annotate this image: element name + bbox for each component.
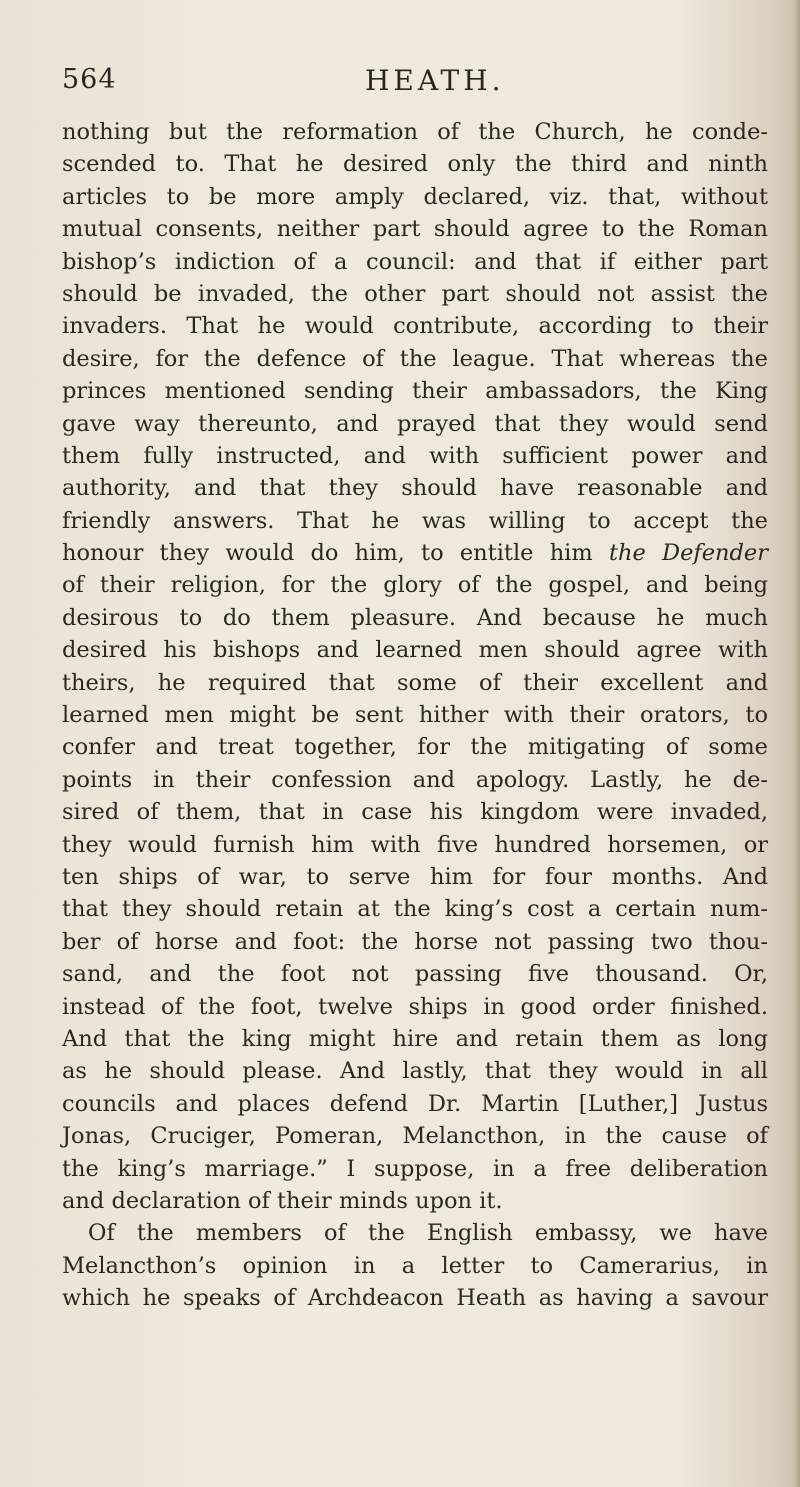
text-line: councils and places defend Dr. Martin [Luther,] Justus — [62, 1090, 768, 1117]
text-line: points in their confession and apology. Lastly, he de- — [62, 766, 768, 793]
text-line: that they should retain at the king’s cost a certain num- — [62, 896, 768, 923]
text-line: and declaration of their minds upon it. — [62, 1187, 503, 1214]
text-line: ber of horse and foot: the horse not passing two thou- — [62, 928, 768, 955]
text-line: gave way thereunto, and prayed that they would send — [62, 410, 768, 437]
text-line: honour they would do him, to entitle him the Defender — [62, 540, 768, 567]
text-line: them fully instructed, and with sufficient power and — [62, 442, 768, 469]
text-line: authority, and that they should have reasonable and — [62, 475, 768, 502]
running-title: HEATH. — [365, 64, 505, 97]
text-line: sand, and the foot not passing five thousand. Or, — [62, 961, 768, 988]
text-line: bishop’s indiction of a council: and that if either part — [62, 248, 768, 275]
text-line: desirous to do them pleasure. And because he much — [62, 604, 768, 631]
text-line: nothing but the reformation of the Church, he conde- — [62, 119, 768, 145]
page-number: 564 — [62, 64, 117, 95]
text-line: learned men might be sent hither with their orators, to — [62, 702, 768, 729]
text-line: articles to be more amply declared, viz. that, without — [62, 183, 768, 210]
text-line: scended to. That he desired only the third and ninth — [62, 151, 768, 178]
text-line: desired his bishops and learned men should agree with — [62, 637, 768, 664]
running-head — [62, 64, 762, 104]
text-line: desire, for the defence of the league. That whereas the — [62, 345, 768, 372]
text-line: instead of the foot, twelve ships in good order finished. — [62, 993, 768, 1020]
text-line: mutual consents, neither part should agree to the Roman — [62, 216, 768, 243]
text-line: And that the king might hire and retain them as long — [62, 1025, 768, 1052]
text-line: Jonas, Cruciger, Pomeran, Melancthon, in the cause of — [62, 1123, 768, 1150]
text-line: Melancthon’s opinion in a letter to Camerarius, in — [62, 1252, 768, 1279]
text-line: Of the members of the English embassy, we have — [88, 1220, 768, 1247]
text-line: sired of them, that in case his kingdom were invaded, — [62, 799, 768, 826]
text-line: as he should please. And lastly, that they would in all — [62, 1058, 768, 1085]
text-line: they would furnish him with five hundred horsemen, or — [62, 831, 768, 858]
text-line: ten ships of war, to serve him for four months. And — [62, 863, 768, 890]
body-text — [62, 116, 768, 1314]
text-line: of their religion, for the glory of the gospel, and being — [62, 572, 768, 599]
text-line: should be invaded, the other part should not assist the — [62, 280, 768, 307]
text-line: which he speaks of Archdeacon Heath as having a savour — [62, 1285, 768, 1312]
text-line: friendly answers. That he was willing to accept the — [62, 507, 768, 534]
text-line: confer and treat together, for the mitigating of some — [62, 734, 768, 761]
text-line: the king’s marriage.” I suppose, in a free deliberation — [62, 1155, 768, 1182]
text-line: princes mentioned sending their ambassadors, the King — [62, 378, 768, 405]
text-line: theirs, he required that some of their excellent and — [62, 669, 768, 696]
text-line: invaders. That he would contribute, according to their — [62, 313, 768, 340]
